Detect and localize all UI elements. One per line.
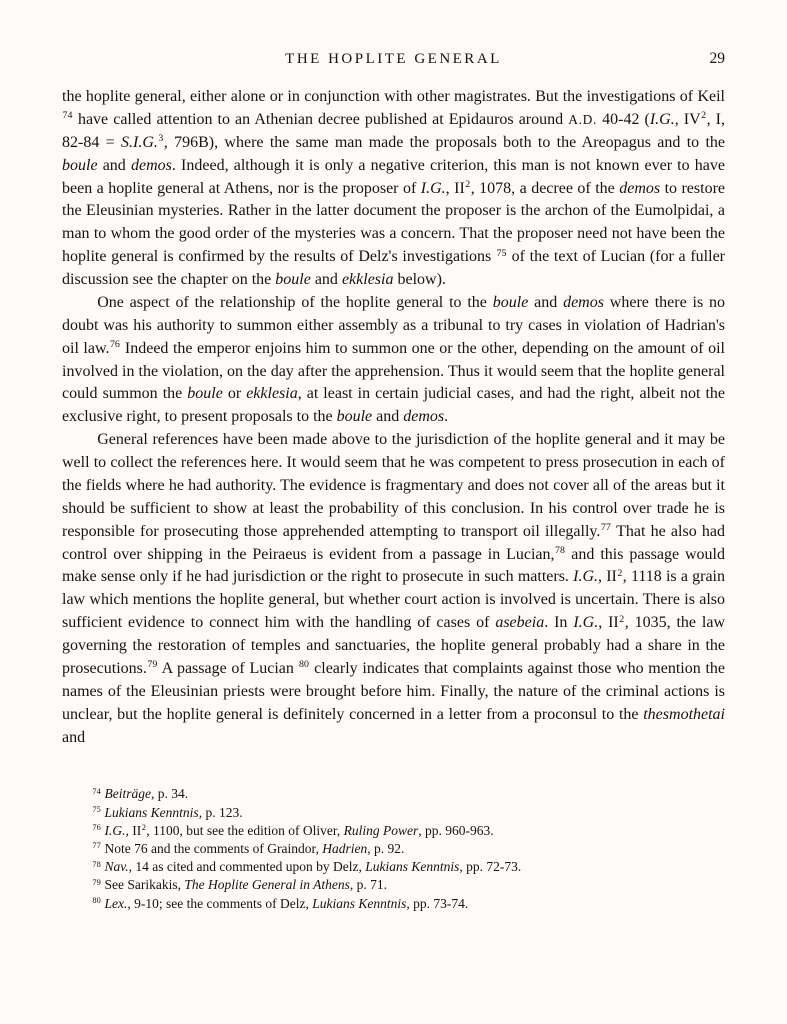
- footnote: [92, 840, 725, 858]
- text-run: and this passage would make sense only if he had jurisdiction or the right to prosecute in such matters.: [62, 545, 726, 586]
- footnotes: [62, 785, 725, 913]
- text-run: One aspect of the relationship of the hoplite general to the: [97, 293, 493, 311]
- text-run: , pp. 73-74.: [406, 895, 469, 911]
- text-run: boule: [492, 293, 529, 311]
- text-run: I.G.: [573, 614, 599, 632]
- text-run: . Indeed, although it is only a negative criterion, this man is not known ever to have been a hoplite general at Athens, nor is the proposer of: [62, 156, 725, 197]
- text-run: boule: [275, 271, 311, 288]
- paragraph: [62, 429, 725, 749]
- text-run: Lukians Kenntnis: [312, 895, 407, 911]
- text-run: A passage of Lucian: [157, 659, 299, 677]
- text-run: boule: [187, 385, 223, 403]
- footnote-marker: 79: [147, 659, 158, 671]
- text-run: . In: [544, 614, 574, 632]
- text-run: , 1078, a decree of the: [470, 179, 620, 197]
- text-run: and: [310, 271, 342, 288]
- text-run: and: [372, 408, 404, 426]
- text-run: Note 76 and the comments of Graindor,: [101, 841, 323, 857]
- footnote: [92, 876, 725, 894]
- paragraph: [62, 292, 725, 429]
- footnote-marker: 79: [92, 877, 101, 887]
- text-run: and: [62, 728, 86, 746]
- footnote-marker: 76: [92, 823, 101, 833]
- footnote-marker: 78: [92, 859, 101, 869]
- text-run: thesmothetai: [643, 705, 725, 723]
- text-run: , IV: [674, 110, 701, 128]
- text-run: I.G.: [104, 822, 126, 838]
- text-run: , at least in certain judicial cases, and had the right, albeit not the exclusive right, to present proposals to the: [62, 385, 726, 426]
- text-run: , p. 92.: [367, 841, 405, 857]
- text-run: Lukians Kenntnis: [365, 859, 460, 875]
- text-run: .: [444, 408, 449, 426]
- text-run: I.G.: [649, 110, 675, 128]
- footnote-marker: 2: [701, 110, 707, 122]
- text-run: , 14 as cited and commented upon by Delz,: [128, 859, 366, 875]
- footnote: [92, 804, 725, 822]
- page-number: 29: [709, 50, 725, 67]
- text-run: , 796B), where the same man made the proposals both to the Areopagus and to the: [163, 133, 725, 151]
- text-run: , p. 123.: [198, 804, 243, 820]
- text-run: where there is no doubt was his authority to summon either assembly as a tribunal to try cases in violation of Hadrian's oil law.: [62, 293, 726, 357]
- text-run: , II: [598, 568, 617, 586]
- text-run: See Sarikakis,: [101, 877, 185, 893]
- text-run: demos: [619, 179, 661, 197]
- footnote-marker: 75: [496, 247, 507, 259]
- text-run: and: [97, 156, 131, 174]
- text-run: demos: [563, 293, 604, 311]
- footnote-marker: 74: [62, 110, 73, 122]
- text-run: , 9-10; see the comments of Delz,: [127, 895, 313, 911]
- footnote: [92, 822, 725, 840]
- text-run: to restore the Eleusinian mysteries. Rather in the latter document the proposer is the archon of the Eumolpidai, a man to whom the good order of the mysteries was a concern. That the proposer need not have been the hoplite general is confirmed by the results of Delz's investigations: [62, 179, 726, 266]
- text-run: Lex.: [104, 895, 128, 911]
- text-run: Lukians Kenntnis: [104, 804, 199, 820]
- text-run: asebeia: [495, 614, 545, 632]
- text-run: 40-42 (: [597, 110, 650, 128]
- footnote-marker: 74: [92, 786, 101, 796]
- footnote-marker: 78: [555, 545, 565, 557]
- text-run: demos: [130, 156, 172, 174]
- body-text: [62, 86, 725, 749]
- text-run: have called attention to an Athenian decree published at Epidauros around: [72, 110, 569, 128]
- text-run: S.I.G.: [120, 133, 158, 151]
- text-run: , II: [445, 179, 465, 197]
- footnote-marker: 77: [600, 522, 611, 534]
- paragraph: [62, 86, 725, 292]
- text-run: boule: [62, 156, 98, 174]
- text-run: A.D.: [568, 111, 598, 127]
- text-run: clearly indicates that complaints against those who mention the names of the Eleusinian priests were brought before him. Finally, the nature of the criminal actions is unclear, but the hoplite general is definitely concerned in a letter from a proconsul to the: [62, 659, 725, 723]
- text-run: or: [222, 385, 247, 403]
- footnote-marker: 3: [158, 133, 164, 145]
- page-header: [62, 50, 725, 70]
- text-run: boule: [336, 408, 373, 426]
- text-run: I.G.: [420, 179, 446, 197]
- text-run: Nav.: [104, 859, 129, 875]
- text-run: ekklesia: [246, 385, 298, 403]
- running-title: THE HOPLITE GENERAL: [285, 51, 502, 67]
- text-run: the hoplite general, either alone or in conjunction with other magistrates. But the investigations of Keil: [62, 88, 725, 105]
- text-run: of the text of Lucian (for a fuller discussion see the chapter on the: [62, 248, 725, 288]
- footnote-marker: 77: [92, 841, 101, 851]
- footnote-marker: 76: [109, 339, 120, 351]
- footnote: [92, 858, 725, 876]
- text-run: and: [528, 293, 564, 311]
- text-run: ekklesia: [341, 271, 394, 288]
- text-run: , 1100, but see the edition of Oliver,: [146, 822, 344, 838]
- footnote-marker: 2: [619, 613, 625, 625]
- footnote-marker: 80: [299, 659, 309, 671]
- text-run: Indeed the emperor enjoins him to summon one or the other, depending on the amount of oil involved in the violation, on the day after the apprehension. Thus it would seem that the hoplite general could summon the: [62, 339, 726, 403]
- footnote: [92, 895, 725, 913]
- footnote-marker: 2: [141, 823, 146, 833]
- footnote: [92, 785, 725, 803]
- text-run: , p. 34.: [151, 786, 189, 802]
- text-run: I.G.: [573, 568, 599, 586]
- text-run: That he also had control over shipping in the Peiraeus is evident from a passage in Lucian,: [62, 522, 725, 563]
- text-run: , I, 82-84 =: [62, 110, 726, 151]
- text-run: below).: [393, 271, 446, 288]
- footnote-marker: 80: [92, 896, 101, 906]
- text-run: , pp. 72-73.: [459, 859, 522, 875]
- text-run: , II: [598, 614, 619, 632]
- text-run: demos: [403, 408, 445, 426]
- text-run: Ruling Power: [343, 822, 419, 838]
- text-run: Beiträge: [104, 786, 152, 802]
- footnote-marker: 2: [465, 179, 471, 191]
- text-run: , 1118 is a grain law which mentions the hoplite general, but whether court action is involved is uncertain. There is also sufficient evidence to connect him with the handling of cases of: [62, 568, 725, 632]
- text-run: General references have been made above to the jurisdiction of the hoplite general and it may be well to collect the references here. It would seem that he was competent to press prosecution in each of the fields where he had authority. The evidence is fragmentary and does not cover all of the areas but it should be sufficient to show at least the probability of this conclusion. In his control over trade he is responsible for prosecuting those apprehended attempting to transport oil illegally.: [62, 431, 725, 540]
- text-run: , 1035, the law governing the restoration of temples and sanctuaries, the hoplite general probably had a share in the prosecutions.: [62, 614, 726, 677]
- text-run: , pp. 960-963.: [418, 822, 494, 838]
- text-run: , II: [125, 822, 142, 838]
- text-run: Hadrien: [322, 841, 368, 857]
- footnote-marker: 2: [617, 567, 623, 579]
- text-run: The Hoplite General in Athens: [184, 877, 350, 893]
- footnote-marker: 75: [92, 805, 101, 814]
- text-run: , p. 71.: [349, 877, 388, 893]
